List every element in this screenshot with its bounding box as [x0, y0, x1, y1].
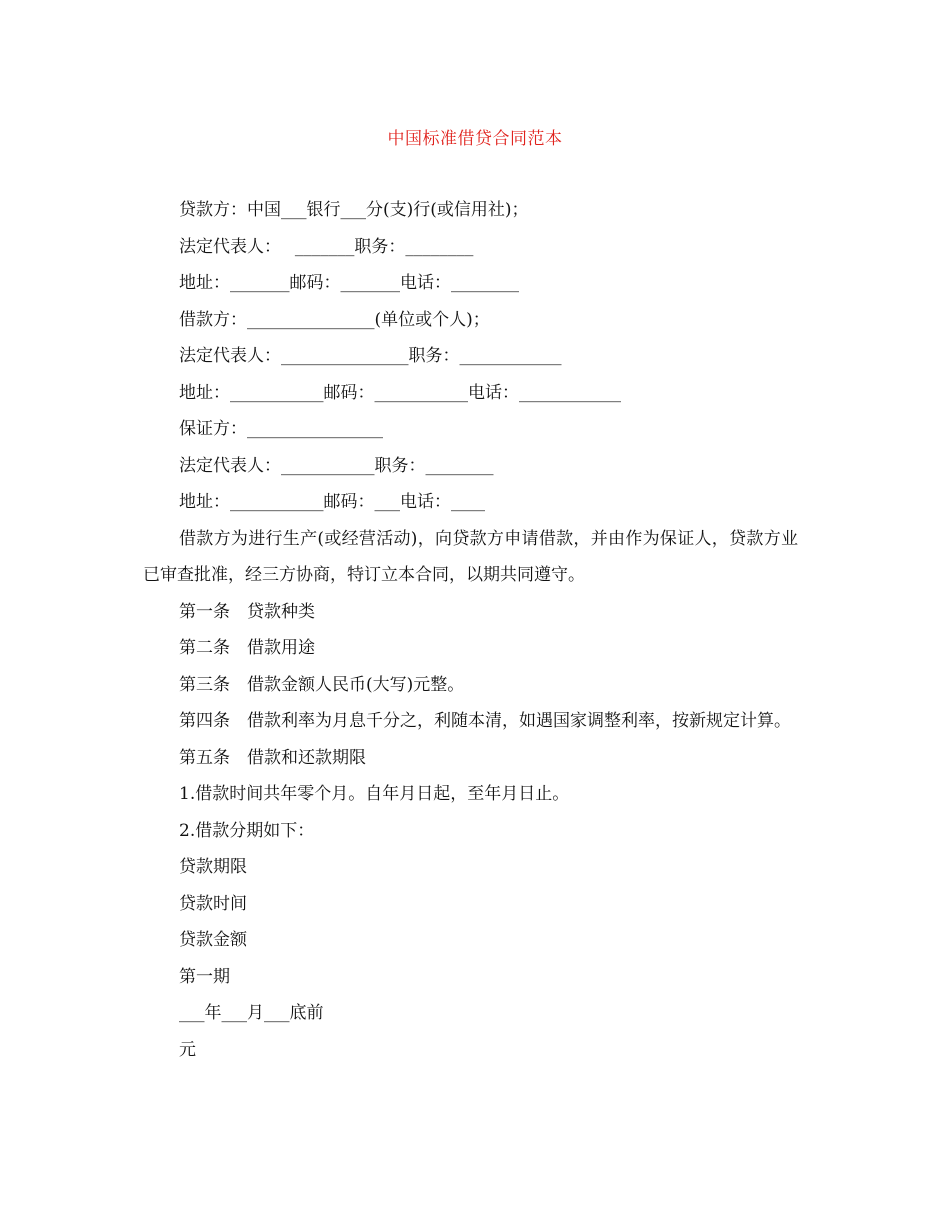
table-header-time: 贷款时间 [179, 893, 247, 914]
article-5: 第五条 借款和还款期限 [179, 747, 366, 768]
document-title: 中国标准借贷合同范本 [387, 129, 563, 149]
guarantor-line: 保证方：________________ [179, 419, 383, 439]
article-3: 第三条 借款金额人民币(大写)元整。 [179, 674, 465, 695]
lender-address-line: 地址：_______邮码：_______电话：________ [179, 273, 519, 293]
lender-representative-line: 法定代表人： _______职务：________ [179, 236, 474, 257]
article-2: 第二条 借款用途 [179, 638, 315, 658]
installment-first-date: ___年___月___底前 [179, 1003, 324, 1023]
table-header-amount: 贷款金额 [179, 930, 247, 950]
installment-first-amount: 元 [179, 1039, 196, 1060]
table-header-term: 贷款期限 [179, 857, 247, 877]
guarantor-address-line: 地址：___________邮码：___电话：____ [179, 492, 485, 512]
lender-line: 贷款方：中国___银行___分(支)行(或信用社)； [179, 200, 529, 220]
installment-first: 第一期 [179, 966, 230, 987]
article-1: 第一条 贷款种类 [179, 601, 315, 622]
borrower-representative-line: 法定代表人：_______________职务：____________ [179, 346, 562, 366]
article-4: 第四条 借款利率为月息千分之，利随本清，如遇国家调整利率，按新规定计算。 [179, 711, 791, 731]
preamble-paragraph: 借款方为进行生产(或经营活动)，向贷款方申请借款，并由作为保证人，贷款方业已审查批准，经三方协商，特订立本合同，以期共同遵守。 [143, 528, 798, 585]
guarantor-representative-line: 法定代表人：___________职务：________ [179, 455, 494, 476]
borrower-address-line: 地址：___________邮码：___________电话：____________ [179, 382, 621, 403]
loan-installments-line: 2.借款分期如下： [179, 820, 315, 841]
document-body [143, 192, 798, 1068]
loan-duration-line: 1.借款时间共年零个月。自年月日起，至年月日止。 [179, 784, 570, 804]
borrower-line: 借款方：_______________(单位或个人)； [179, 309, 490, 330]
